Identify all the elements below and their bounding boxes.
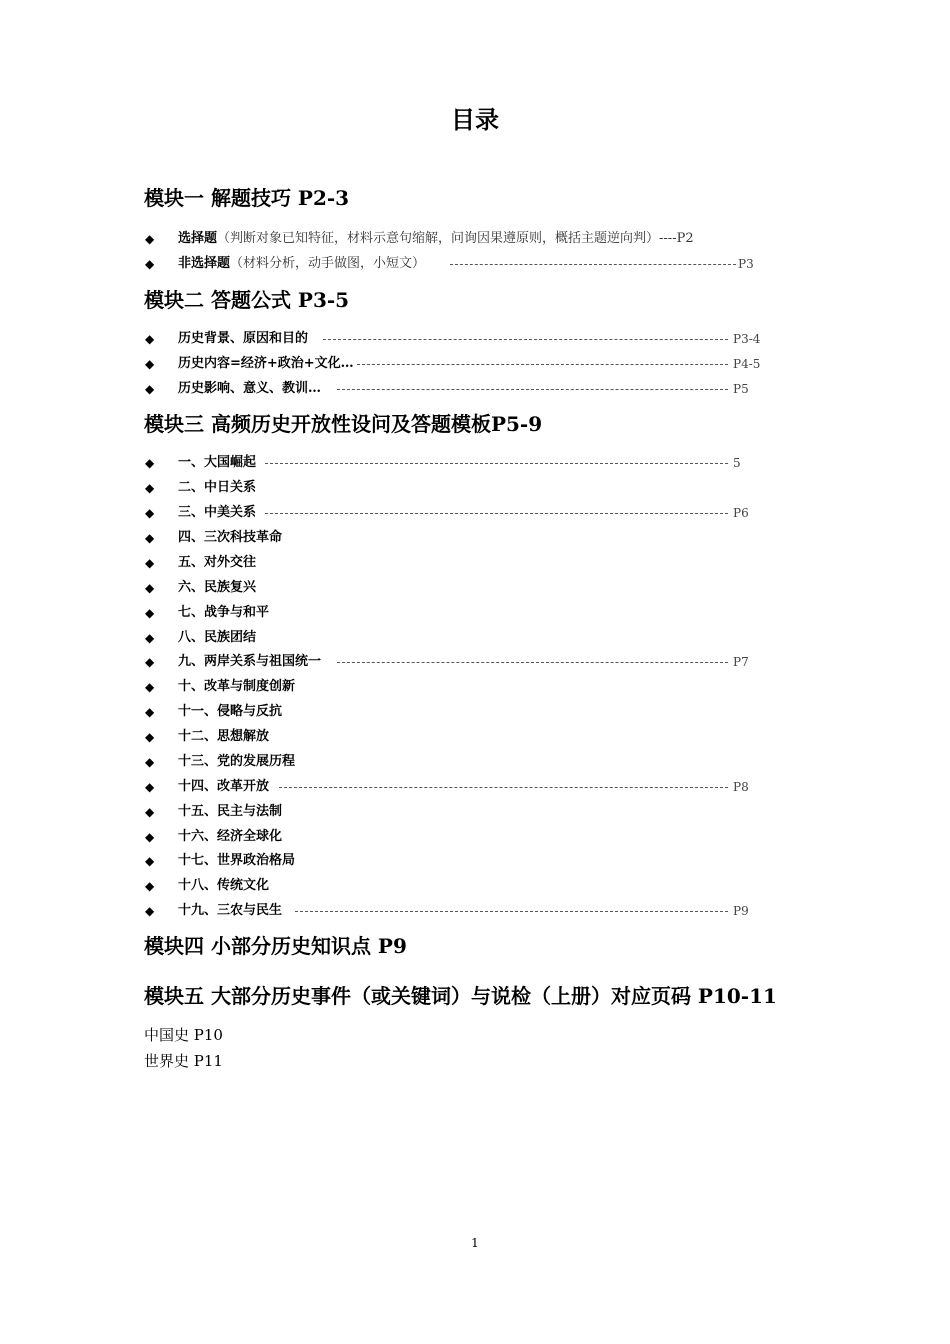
module-heading-2[interactable]: 模块二 答题公式 P3-5 — [144, 288, 350, 312]
toc-page-ref: P9 — [733, 904, 749, 918]
toc-item-label: 十、改革与制度创新 — [178, 679, 296, 694]
toc-item-label: 五、对外交往 — [178, 555, 257, 570]
diamond-bullet-icon: ◆ — [145, 655, 155, 669]
toc-item[interactable] — [145, 752, 785, 772]
toc-item[interactable] — [145, 702, 785, 722]
dot-leader — [357, 364, 728, 365]
page-number: 1 — [471, 1236, 479, 1250]
diamond-bullet-icon: ◆ — [145, 357, 155, 371]
toc-item[interactable] — [145, 802, 785, 822]
toc-item-note: （材料分析，动手做图，小短文） — [230, 256, 426, 271]
diamond-bullet-icon: ◆ — [145, 854, 155, 868]
diamond-bullet-icon: ◆ — [145, 879, 155, 893]
toc-item[interactable] — [145, 553, 785, 573]
toc-item-label: 历史背景、原因和目的 — [178, 331, 309, 346]
toc-item-label: 十五、民主与法制 — [178, 804, 283, 819]
toc-item[interactable] — [145, 329, 785, 349]
dot-leader — [337, 662, 728, 663]
toc-page-ref: P6 — [733, 506, 749, 520]
toc-page-ref: P3 — [738, 257, 754, 271]
diamond-bullet-icon: ◆ — [145, 730, 155, 744]
toc-item-label: 二、中日关系 — [178, 480, 257, 495]
toc-item[interactable] — [145, 453, 785, 473]
diamond-bullet-icon: ◆ — [145, 382, 155, 396]
toc-item-label: 十七、世界政治格局 — [178, 853, 296, 868]
toc-item[interactable] — [145, 379, 785, 399]
diamond-bullet-icon: ◆ — [145, 904, 155, 918]
toc-item-label: 三、中美关系 — [178, 505, 257, 520]
toc-page-ref: P5 — [733, 382, 749, 396]
toc-item-label: 一、大国崛起 — [178, 455, 257, 470]
diamond-bullet-icon: ◆ — [145, 257, 155, 271]
toc-page-ref: 5 — [733, 456, 741, 470]
toc-item[interactable] — [145, 628, 785, 648]
toc-item-label: 十一、侵略与反抗 — [178, 704, 283, 719]
diamond-bullet-icon: ◆ — [145, 755, 155, 769]
toc-item[interactable] — [145, 254, 785, 274]
toc-page-ref: P8 — [733, 780, 749, 794]
toc-item[interactable] — [145, 578, 785, 598]
toc-item-label: 十六、经济全球化 — [178, 829, 283, 844]
toc-item[interactable] — [145, 901, 785, 921]
module-heading-4[interactable]: 模块四 小部分历史知识点 P9 — [144, 934, 407, 958]
dot-leader — [323, 339, 728, 340]
link-chinese-history[interactable]: 中国史 P10 — [144, 1026, 223, 1044]
toc-item[interactable] — [145, 503, 785, 523]
toc-item-label: 六、民族复兴 — [178, 580, 257, 595]
dot-leader — [450, 264, 736, 265]
toc-item-label: 历史影响、意义、教训… — [178, 381, 322, 396]
page-title: 目录 — [451, 105, 499, 134]
link-world-history[interactable]: 世界史 P11 — [144, 1052, 223, 1070]
module-heading-5[interactable]: 模块五 大部分历史事件（或关键词）与说检（上册）对应页码 P10-11 — [144, 984, 777, 1008]
dot-leader — [265, 463, 728, 464]
diamond-bullet-icon: ◆ — [145, 581, 155, 595]
diamond-bullet-icon: ◆ — [145, 805, 155, 819]
toc-item[interactable] — [145, 229, 785, 249]
diamond-bullet-icon: ◆ — [145, 680, 155, 694]
toc-item-label: 八、民族团结 — [178, 630, 257, 645]
diamond-bullet-icon: ◆ — [145, 481, 155, 495]
toc-item[interactable] — [145, 528, 785, 548]
toc-item-label: 十八、传统文化 — [178, 878, 270, 893]
toc-item-label: 九、两岸关系与祖国统一 — [178, 654, 322, 669]
diamond-bullet-icon: ◆ — [145, 531, 155, 545]
diamond-bullet-icon: ◆ — [145, 606, 155, 620]
toc-item[interactable] — [145, 827, 785, 847]
toc-item-label: 十三、党的发展历程 — [178, 754, 296, 769]
diamond-bullet-icon: ◆ — [145, 830, 155, 844]
toc-item-label: 十九、三农与民生 — [178, 903, 283, 918]
toc-item[interactable] — [145, 652, 785, 672]
dot-leader — [265, 513, 728, 514]
toc-item-label: 十四、改革开放 — [178, 779, 270, 794]
diamond-bullet-icon: ◆ — [145, 780, 155, 794]
toc-item[interactable] — [145, 876, 785, 896]
toc-item[interactable] — [145, 354, 785, 374]
diamond-bullet-icon: ◆ — [145, 506, 155, 520]
dot-leader — [279, 787, 728, 788]
toc-page-ref: P7 — [733, 655, 749, 669]
dot-leader — [337, 389, 728, 390]
toc-item-label: 四、三次科技革命 — [178, 530, 283, 545]
toc-item[interactable] — [145, 727, 785, 747]
module-heading-1[interactable]: 模块一 解题技巧 P2-3 — [144, 186, 350, 210]
module-heading-3[interactable]: 模块三 高频历史开放性设问及答题模板P5-9 — [144, 412, 543, 436]
diamond-bullet-icon: ◆ — [145, 556, 155, 570]
diamond-bullet-icon: ◆ — [145, 631, 155, 645]
toc-item-label: 十二、思想解放 — [178, 729, 270, 744]
toc-item-label: 选择题（判断对象已知特征，材料示意句缩解，问询因果遵原则，概括主题逆向判）----P2 — [178, 231, 694, 246]
toc-item-label: 非选择题（材料分析，动手做图，小短文） — [178, 256, 426, 271]
toc-item[interactable] — [145, 851, 785, 871]
toc-page-ref: P3-4 — [733, 332, 761, 346]
diamond-bullet-icon: ◆ — [145, 705, 155, 719]
toc-item-label: 历史内容=经济+政治+文化… — [178, 356, 354, 371]
toc-item-label: 七、战争与和平 — [178, 605, 270, 620]
toc-item[interactable] — [145, 478, 785, 498]
diamond-bullet-icon: ◆ — [145, 232, 155, 246]
toc-item[interactable] — [145, 677, 785, 697]
toc-item-note: （判断对象已知特征，材料示意句缩解，问询因果遵原则，概括主题逆向判）----P2 — [217, 231, 694, 246]
toc-page-ref: P4-5 — [733, 357, 761, 371]
toc-item[interactable] — [145, 777, 785, 797]
diamond-bullet-icon: ◆ — [145, 456, 155, 470]
diamond-bullet-icon: ◆ — [145, 332, 155, 346]
dot-leader — [295, 911, 728, 912]
toc-item[interactable] — [145, 603, 785, 623]
